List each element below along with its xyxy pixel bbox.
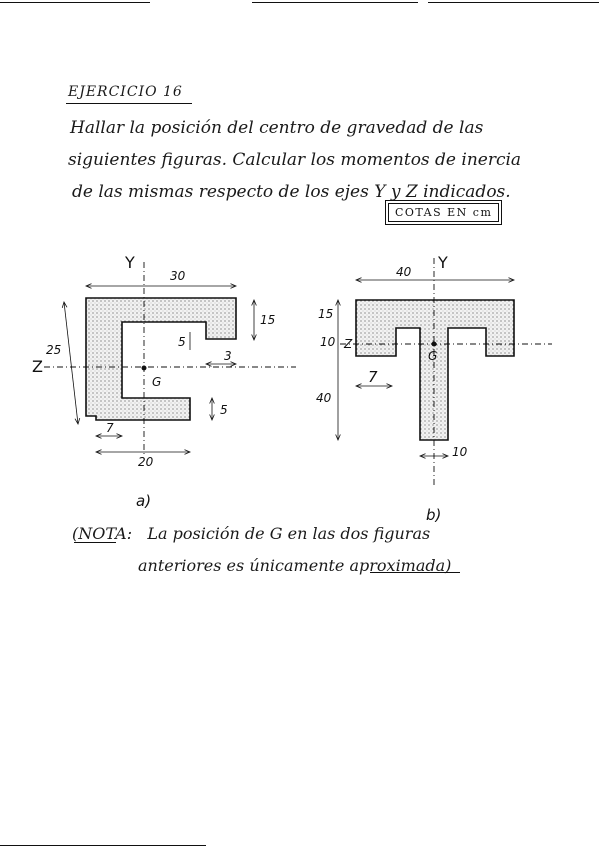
statement-line-3: de las mismas respecto de los ejes Y y Z indicados. <box>72 182 511 202</box>
note-line-2: anteriores es únicamente aproximada) <box>138 556 452 575</box>
figures-drawing <box>0 240 599 524</box>
dim-a-30: 30 <box>170 269 186 283</box>
note-label: (NOTA: <box>72 524 133 543</box>
statement-line-2: siguientes figuras. Calcular los momentos de inercia <box>68 150 522 170</box>
note-line-1 <box>72 518 451 550</box>
dim-a-3: 3 <box>224 349 232 363</box>
figure-a-y-label: Y <box>125 253 135 272</box>
dim-a-5-bottom: 5 <box>220 403 228 417</box>
bottom-rule <box>0 845 206 846</box>
figure-a-z-label: Z <box>32 357 43 376</box>
units-note: COTAS EN cm <box>388 203 499 222</box>
figure-b-centroid-label: G <box>428 349 438 363</box>
figure-a-section <box>86 298 236 420</box>
statement-line-1: Hallar la posición del centro de gravedad de las <box>70 118 484 138</box>
note-label-underline <box>74 542 116 543</box>
figure-b-y-label: Y <box>438 253 448 272</box>
figure-b-z-label: Z <box>344 337 353 351</box>
dim-a-5-inner: 5 <box>178 335 186 349</box>
figure-b-section <box>356 300 514 440</box>
note-aprox-underline <box>370 572 460 573</box>
exercise-statement <box>70 112 521 208</box>
dim-b-10-width: 10 <box>452 445 468 459</box>
top-rule-right <box>252 2 418 3</box>
dim-a-7: 7 <box>106 421 114 435</box>
dim-a-15: 15 <box>260 313 276 327</box>
dim-b-15: 15 <box>318 307 334 321</box>
figure-a-caption: a) <box>136 492 152 510</box>
figure-b <box>316 253 552 524</box>
figure-a-centroid-label: G <box>152 375 162 389</box>
dim-a-20: 20 <box>138 455 154 469</box>
note-line-1-text: La posición de G en las dos figuras <box>147 524 431 543</box>
figure-b-caption: b) <box>426 506 442 524</box>
dim-b-40-top: 40 <box>396 265 412 279</box>
dim-b-7: 7 <box>368 368 378 386</box>
title-underline <box>66 103 192 104</box>
dim-a-25-line <box>64 302 78 424</box>
dim-b-40-stem: 40 <box>316 391 332 405</box>
top-rule-left <box>0 2 150 3</box>
figure-a-centroid-dot <box>142 366 147 371</box>
dim-b-10: 10 <box>320 335 336 349</box>
dim-a-25: 25 <box>46 343 62 357</box>
exercise-title: EJERCICIO 16 <box>68 84 183 100</box>
figure-a <box>32 253 296 510</box>
figure-b-centroid-dot <box>432 342 437 347</box>
top-rule-far <box>428 2 599 3</box>
